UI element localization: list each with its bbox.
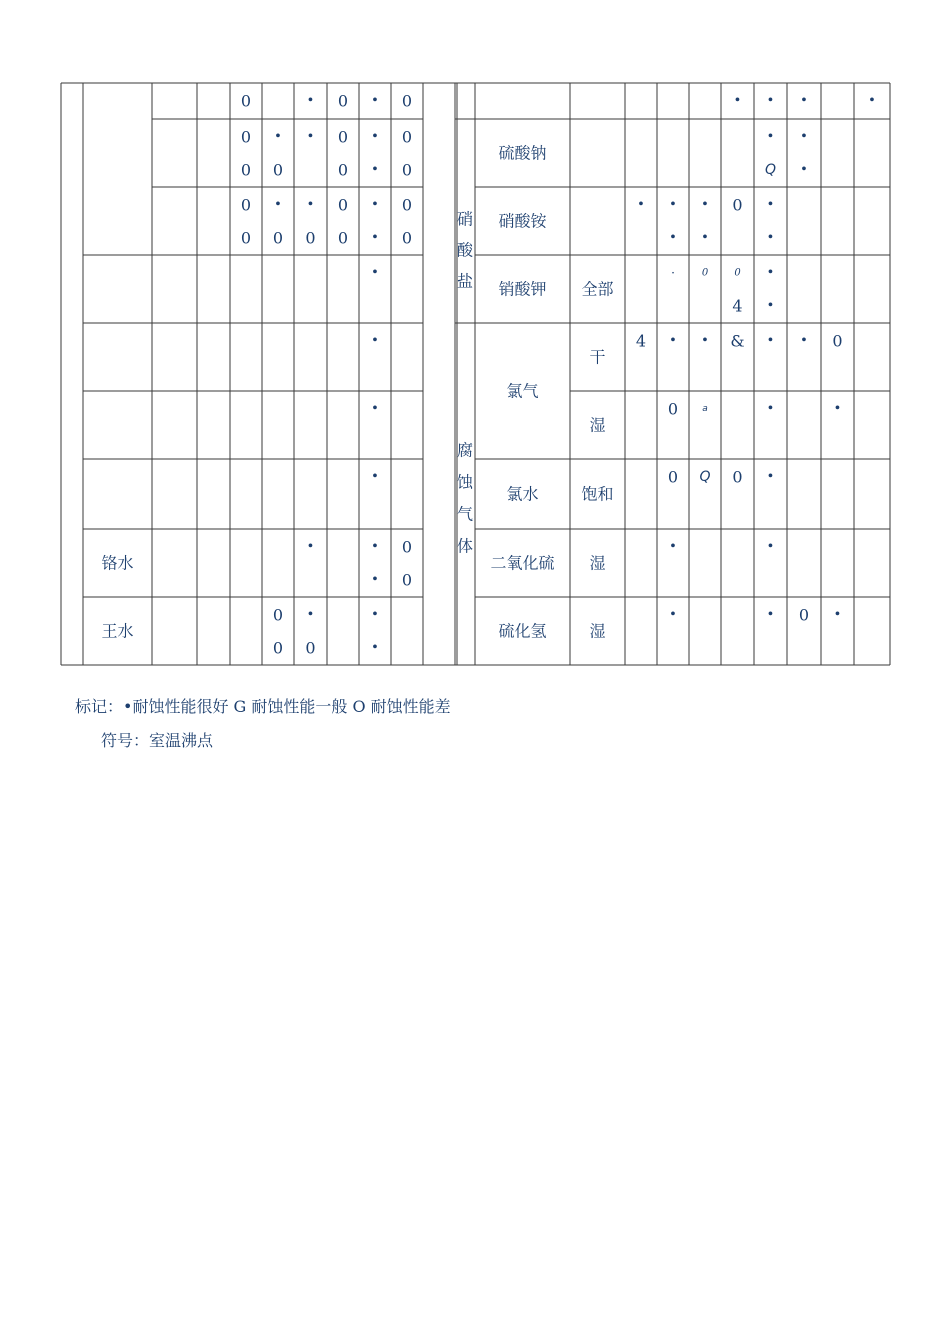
left-rating-mark: 0 xyxy=(272,160,284,180)
right-condition: 湿 xyxy=(589,621,606,641)
right-rating-mark: 0 xyxy=(701,267,709,279)
right-rating-mark: 4 xyxy=(732,296,743,316)
right-rating-mark: • xyxy=(701,230,709,246)
left-rating-mark: 0 xyxy=(305,228,316,248)
left-rating-mark: 0 xyxy=(305,638,316,658)
right-rating-mark: • xyxy=(701,197,709,213)
right-condition: 湿 xyxy=(589,415,606,435)
left-rating-mark: • xyxy=(371,230,379,246)
right-rating-mark: • xyxy=(766,333,775,349)
left-rating-mark: • xyxy=(371,401,379,417)
left-rating-mark: • xyxy=(306,539,315,555)
left-medium-name: 铬水 xyxy=(101,553,134,573)
group-label-nitrate: 硝 xyxy=(456,209,474,229)
group-label-corrosive-gas: 体 xyxy=(456,536,474,556)
group-label-nitrate: 盐 xyxy=(456,271,474,291)
left-rating-mark: 0 xyxy=(240,160,252,180)
right-rating-mark: • xyxy=(733,93,742,109)
right-rating-mark: • xyxy=(833,401,842,417)
left-rating-mark: • xyxy=(371,162,379,178)
left-rating-mark: • xyxy=(371,129,379,145)
right-rating-mark: • xyxy=(701,333,709,349)
legend-symbols: 符号：室温沸点 xyxy=(101,731,214,750)
left-rating-mark: • xyxy=(306,129,315,145)
left-rating-mark: • xyxy=(306,93,315,109)
right-medium-name: 硫化氢 xyxy=(498,621,547,641)
left-rating-mark: 0 xyxy=(337,127,349,147)
right-rating-mark: • xyxy=(766,197,775,213)
left-rating-mark: • xyxy=(371,539,379,555)
right-rating-mark: • xyxy=(868,93,876,109)
group-label-corrosive-gas: 蚀 xyxy=(456,472,474,492)
right-rating-mark: 0 xyxy=(667,467,679,487)
right-rating-mark: • xyxy=(669,197,677,213)
left-rating-mark: 0 xyxy=(240,195,252,215)
left-rating-mark: 0 xyxy=(337,228,349,248)
legend-marks: 标记：•耐蚀性能很好 G 耐蚀性能一般 O 耐蚀性能差 xyxy=(75,697,451,716)
left-rating-mark: • xyxy=(274,129,282,145)
right-medium-name: 氯气 xyxy=(506,381,539,401)
right-rating-mark: & xyxy=(730,331,745,351)
right-rating-mark: 0 xyxy=(832,331,843,351)
right-rating-mark: • xyxy=(766,265,775,281)
left-rating-mark: 0 xyxy=(401,127,413,147)
right-rating-mark: • xyxy=(766,539,775,555)
right-medium-name: 硝酸铵 xyxy=(498,211,547,231)
left-rating-mark: 0 xyxy=(337,160,349,180)
left-rating-mark: 0 xyxy=(401,195,413,215)
right-rating-mark: • xyxy=(669,539,677,555)
left-rating-mark: • xyxy=(371,93,379,109)
left-rating-mark: • xyxy=(371,333,379,349)
left-rating-mark: • xyxy=(371,197,379,213)
right-medium-name: 二氧化硫 xyxy=(490,553,555,573)
left-rating-mark: 0 xyxy=(272,605,284,625)
right-medium-name: 销酸钾 xyxy=(498,279,547,299)
right-rating-mark: · xyxy=(671,266,675,280)
left-rating-mark: 0 xyxy=(272,228,284,248)
right-rating-mark: 0 xyxy=(667,399,679,419)
left-rating-mark: • xyxy=(371,265,379,281)
left-rating-mark: 0 xyxy=(240,228,252,248)
right-rating-mark: • xyxy=(766,129,775,145)
left-rating-mark: 0 xyxy=(401,570,413,590)
right-rating-mark: • xyxy=(833,607,842,623)
right-medium-name: 硫酸钠 xyxy=(498,143,547,163)
right-rating-mark: • xyxy=(669,607,677,623)
right-condition: 湿 xyxy=(589,553,606,573)
left-rating-mark: • xyxy=(371,572,379,588)
right-condition: 全部 xyxy=(581,279,614,299)
right-condition: 干 xyxy=(589,347,606,367)
right-rating-mark: • xyxy=(800,129,808,145)
right-rating-mark: 0 xyxy=(734,267,741,279)
right-condition: 饱和 xyxy=(581,484,614,504)
right-rating-mark: • xyxy=(766,298,775,314)
left-rating-mark: 0 xyxy=(337,91,349,111)
right-rating-mark: 0 xyxy=(798,605,810,625)
group-label-nitrate: 酸 xyxy=(456,240,474,260)
right-rating-mark: Q xyxy=(764,162,777,178)
left-rating-mark: 0 xyxy=(337,195,349,215)
right-rating-mark: • xyxy=(800,93,808,109)
left-rating-mark: • xyxy=(274,197,282,213)
left-rating-mark: • xyxy=(306,197,315,213)
left-rating-mark: 0 xyxy=(272,638,284,658)
left-rating-mark: 0 xyxy=(240,127,252,147)
left-rating-mark: • xyxy=(371,469,379,485)
group-label-corrosive-gas: 腐 xyxy=(456,440,474,460)
right-rating-mark: • xyxy=(800,333,808,349)
right-rating-mark: • xyxy=(766,230,775,246)
left-rating-mark: 0 xyxy=(240,91,252,111)
right-rating-mark: • xyxy=(766,607,775,623)
right-rating-mark: • xyxy=(766,93,775,109)
left-medium-name: 王水 xyxy=(101,621,134,641)
right-rating-mark: • xyxy=(766,469,775,485)
left-rating-mark: • xyxy=(371,640,379,656)
left-rating-mark: 0 xyxy=(401,160,413,180)
left-rating-mark: • xyxy=(371,607,379,623)
left-rating-mark: • xyxy=(306,607,315,623)
left-rating-mark: 0 xyxy=(401,228,413,248)
group-label-corrosive-gas: 气 xyxy=(456,504,474,524)
right-rating-mark: • xyxy=(669,230,677,246)
right-medium-name: 氯水 xyxy=(506,484,539,504)
right-rating-mark: 0 xyxy=(732,195,743,215)
right-rating-mark: • xyxy=(766,401,775,417)
right-rating-mark: 0 xyxy=(732,467,743,487)
right-rating-mark: a xyxy=(702,404,708,414)
right-rating-mark: • xyxy=(800,162,808,178)
left-rating-mark: 0 xyxy=(401,91,413,111)
right-rating-mark: Q xyxy=(699,469,711,485)
right-rating-mark: • xyxy=(637,197,645,213)
right-rating-mark: 4 xyxy=(635,331,647,351)
left-rating-mark: 0 xyxy=(401,537,413,557)
right-rating-mark: • xyxy=(669,333,677,349)
